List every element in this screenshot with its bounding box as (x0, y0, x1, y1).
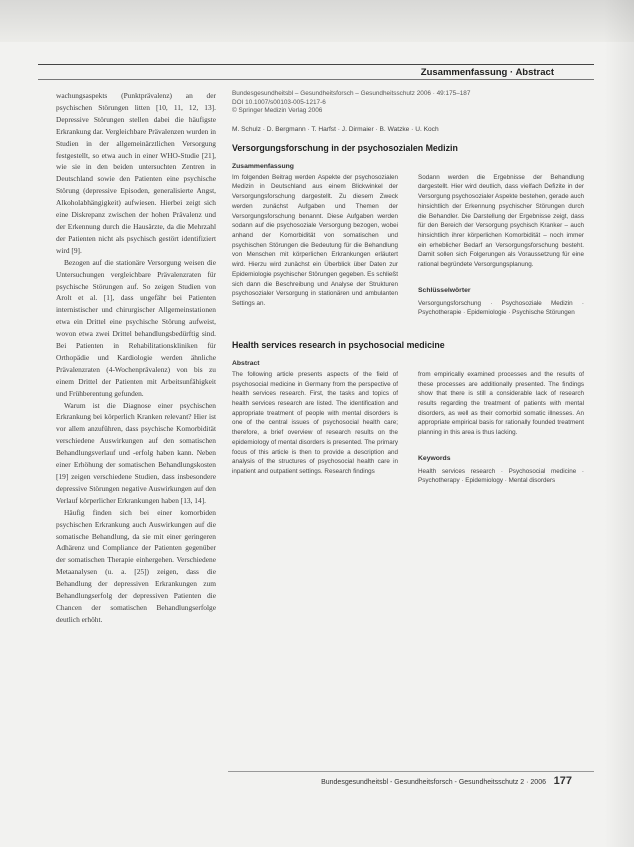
journal-page (38, 48, 594, 828)
german-keywords: Versorgungsforschung · Psychosoziale Medizin · Psychotherapie · Epidemiologie · Psychische Störungen (418, 299, 584, 317)
left-paragraph: Häufig finden sich bei einer komorbiden psychischen Erkrankung auch Auswirkungen auf die somatische Behandlung, da sie mit einer geringeren Adhärenz und Compliance der Patienten gegenüber der somatischen Therapie einhergehen. Verschiedene Metaanalysen (u. a. [25]) zeigen, dass die Behandlung der depressiven Erkrankungen zum Behandlungserfolg der depressiven Patienten die Chancen der somatischen Behandlungserfolge deutlich erhöht. (56, 507, 216, 624)
page-number: 177 (553, 775, 572, 787)
author-list: M. Schulz · D. Bergmann · T. Harfst · J. Dirmaier · B. Watzke · U. Koch (232, 125, 439, 133)
footer-citation: Bundesgesundheitsbl - Gesundheitsforsch - Gesundheitsschutz 2 · 2006 (321, 779, 546, 786)
english-abstract-col2 (418, 370, 584, 486)
german-keywords-heading: Schlüsselwörter (418, 286, 471, 294)
page-footer (38, 775, 594, 793)
left-paragraph: wachungsaspekts (Punktprävalenz) an der psychischen Störungen litten [10, 11, 12, 13]. Depressive Störungen stellen dabei die häufigste Erkrankung dar. Vergleichbare Prävalenzen wurden in Studien in der allgemeinärztlichen Versorgung festgestellt, so etwa auch in einer WHO-Studie [21], wie sie in den beiden untersuchten Zentren in Deutschland sowie den Patienten eine psychische Störung (depressive Episoden, generalisierte Angst, Alkoholabhängigkeit) aufwiesen. Hierbei zeigt sich eine Diskrepanz zwischen der hohen Prävalenz und der Erkennung durch die Hausärzte, da die Mehrzahl der Patienten nicht als psychisch gestört identifiziert wird [9]. (56, 91, 216, 255)
english-abstract-text: The following article presents aspects of the field of psychosocial medicine in Germany from the perspective of health services research. First, the tasks and topics of health services research are listed. The identification and appropriate treatment of people with mental disorders is one of the central issues of psychosocial health care; therefore, a brief overview of research results on the epidemiology of mental disorders is presented. The primary focus of this article is then to provide a description and analysis of the structures of psychosocial health care in inpatient and outpatient settings. Research findings (232, 370, 398, 475)
scan-shadow-top (0, 0, 634, 42)
english-title: Health services research in psychosocial medicine (232, 339, 445, 350)
scan-shadow-right (604, 0, 634, 847)
german-abstract-text-2: Sodann werden die Ergebnisse der Behandlung dargestellt. Hier wird deutlich, dass vielfach Defizite in der Versorgung psychosozialer Aspekte bestehen, gerade auch hinsichtlich der Erkennung psychischer Störungen durch die Behandler. Die Darstellung der Ergebnisse zeigt, dass für den Bereich der Versorgung psychisch Kranker – auch hinsichtlich ihrer körperlichen Komorbidität – noch immer ein erheblicher Bedarf an Versorgungsforschung besteht. Damit sollen sich Folgerungen als Voraussetzung für eine rational begründete Versorgungsplanung. (418, 173, 584, 269)
german-abstract-text: Im folgenden Beitrag werden Aspekte der psychosozialen Medizin in Deutschland aus einem Blickwinkel der Versorgungsforschung dargestellt. Zu diesem Zweck werden zunächst Aufgaben und Themen der Versorgungsforschung benannt. Diese Aufgaben werden sodann auf die psychosoziale Versorgung bezogen, wobei anhand der Komorbidität von somatischen und psychischen Störungen die Bedeutung für die Behandlung von Menschen mit körperlichen Erkrankungen erläutert wird. Hierzu wird zunächst ein Überblick über Daten zur Epidemiologie psychischer Störungen gegeben. Es schließt sich dann die Beschreibung und Analyse der Strukturen psychosozialer Versorgung in stationären und ambulanten Settings an. (232, 173, 398, 307)
left-paragraph: Warum ist die Diagnose einer psychischen Erkrankung bei körperlich Kranken relevant? Hier ist vor allem anzuführen, dass psychische Komorbidität verschiedene Auswirkungen auf den somatischen Behandlungsverlauf und -erfolg haben kann. Neben einer Erhöhung der somatischen Behandlungskosten [19] zeigen verschiedene Studien, dass insbesondere depressive Störungen negative Auswirkungen auf den Verlauf körperlicher Erkrankungen haben [13, 14]. (56, 400, 216, 505)
left-text-column (56, 90, 216, 626)
section-header: Zusammenfassung · Abstract (38, 64, 594, 80)
english-abstract-col1 (232, 370, 398, 486)
german-abstract-heading: Zusammenfassung (232, 162, 294, 170)
german-abstract (232, 173, 584, 318)
abstract-box (232, 90, 584, 486)
german-abstract-col1 (232, 173, 398, 318)
article-meta (232, 90, 584, 116)
english-keywords-heading: Keywords (418, 454, 451, 462)
english-abstract-text-2: from empirically examined processes and the results of these processes are additionally presented. The findings show that there is still a considerable lack of research results regarding the treatment of patients with mental disorders, as well as their comorbid somatic illnesses. An appropriate empirical basis for rationally founded treatment planning in this area is thus lacking. (418, 370, 584, 437)
left-paragraph: Bezogen auf die stationäre Versorgung weisen die Untersuchungen vergleichbare Prävalenzraten für psychische Störungen auf. So zeigen Studien von Arolt et al. [1], dass ungefähr bei Patienten internistischer und chirurgischer Allgemeinstationen etwa ein Drittel eine psychische Störung aufweist, wovon etwa zwei Drittel behandlungsbedürftig sind. Bei Patienten in Rehabilitationskliniken für Orthopädie und Kardiologie werden ähnliche Prävalenzraten (4-Wochenprävalenz) von bis zu einem Drittel der Patienten mit Arbeitsunfähigkeit und Frühberentung gefunden. (56, 257, 216, 398)
english-abstract (232, 370, 584, 486)
journal-citation: Bundesgesundheitsbl – Gesundheitsforsch – Gesundheitsschutz 2006 · 49:175–187 (232, 90, 471, 97)
copyright: © Springer Medizin Verlag 2006 (232, 107, 323, 115)
english-keywords: Health services research · Psychosocial medicine · Psychotherapy · Epidemiology · Mental disorders (418, 467, 584, 485)
footer-rule (228, 771, 594, 772)
german-title: Versorgungsforschung in der psychosozialen Medizin (232, 142, 458, 153)
english-abstract-heading: Abstract (232, 359, 260, 367)
doi: DOI 10.1007/s00103-005-1217-6 (232, 98, 326, 106)
german-abstract-col2 (418, 173, 584, 318)
